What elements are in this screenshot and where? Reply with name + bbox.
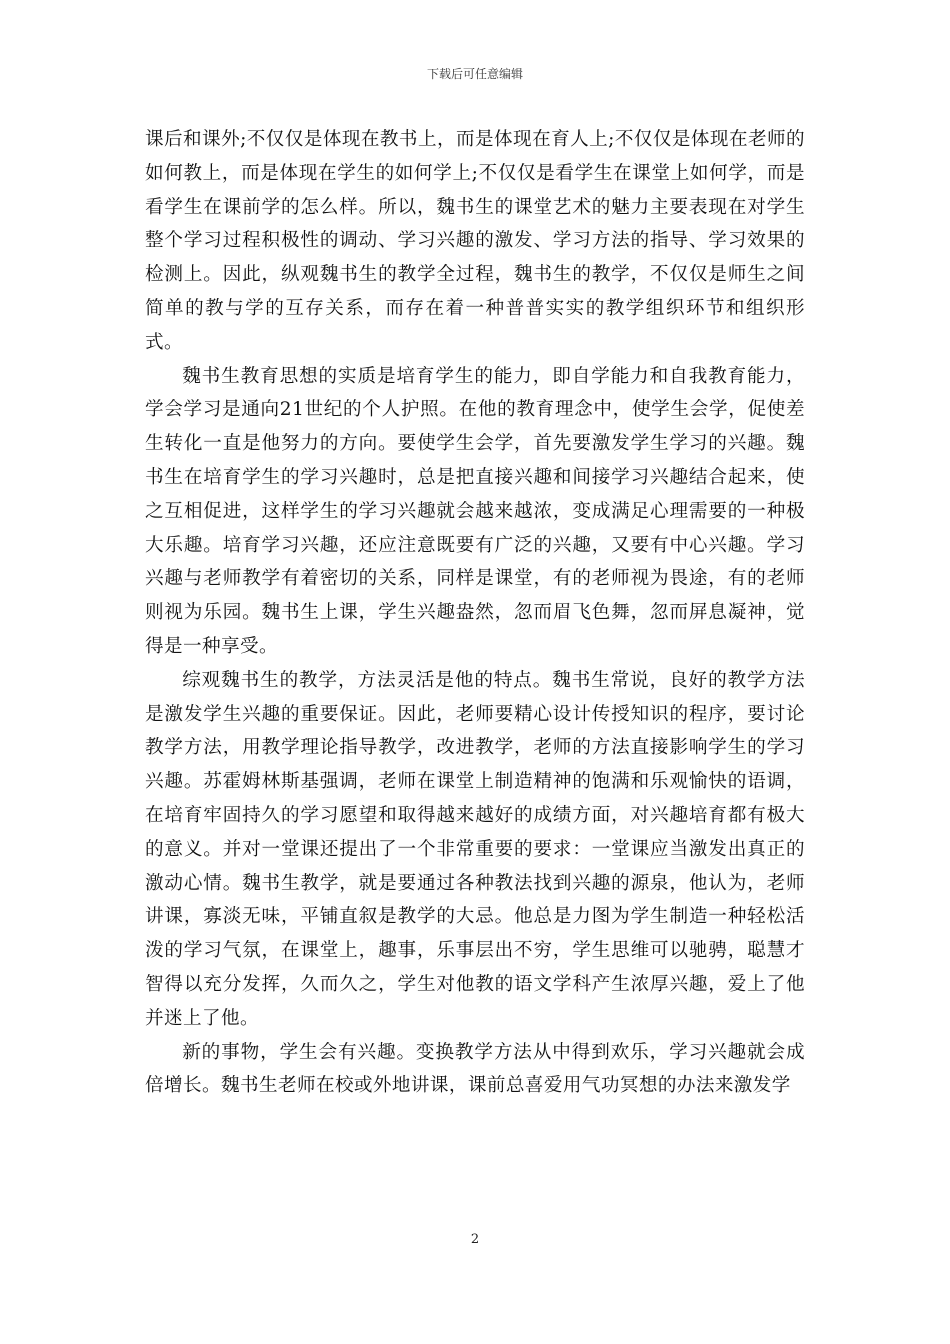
- paragraph-teaching-method: 综观魏书生的教学，方法灵活是他的特点。魏书生常说，良好的教学方法是激发学生兴趣的重要保证。因此，老师要精心设计传授知识的程序，要讨论教学方法，用教学理论指导教学，改进教学，老师的方法直接影响学生的学习兴趣。苏霍姆林斯基强调，老师在课堂上制造精神的饱满和乐观愉快的语调，在培育牢固持久的学习愿望和取得越来越好的成绩方面，对兴趣培育都有极大的意义。并对一堂课还提出了一个非常重要的要求：一堂课应当激发出真正的激动心情。魏书生教学，就是要通过各种教法找到兴趣的源泉，他认为，老师讲课，寡淡无味，平铺直叙是教学的大忌。他总是力图为学生制造一种轻松活泼的学习气氛，在课堂上，趣事，乐事层出不穷，学生思维可以驰骋，聪慧才智得以充分发挥，久而久之，学生对他教的语文学科产生浓厚兴趣，爱上了他并迷上了他。: [145, 669, 805, 1029]
- paragraph-continuation: 课后和课外;不仅仅是体现在教书上，而是体现在育人上;不仅仅是体现在老师的如何教上，而是体现在学生的如何学上;不仅仅是看学生在课堂上如何学，而是看学生在课前学的怎么样。所以，魏书生的课堂艺术的魅力主要表现在对学生整个学习过程积极性的调动、学习兴趣的激发、学习方法的指导、学习效果的检测上。因此，纵观魏书生的教学全过程，魏书生的教学，不仅仅是师生之间简单的教与学的互存关系，而存在着一种普普实实的教学组织环节和组织形式。: [145, 129, 805, 353]
- page-number: 2: [470, 1232, 480, 1247]
- paragraph-new-things: 新的事物，学生会有兴趣。变换教学方法从中得到欢乐，学习兴趣就会成倍增长。魏书生老师在校或外地讲课，课前总喜爱用气功冥想的办法来激发学: [145, 1041, 805, 1097]
- page-header: 下载后可任意编辑: [426, 67, 523, 81]
- paragraph-education-thought: 魏书生教育思想的实质是培育学生的能力，即自学能力和自我教育能力，学会学习是通向21世纪的个人护照。在他的教育理念中，使学生会学，促使差生转化一直是他努力的方向。要使学生会学，首先要激发学生学习的兴趣。魏书生在培育学生的学习兴趣时，总是把直接兴趣和间接学习兴趣结合起来，使之互相促进，这样学生的学习兴趣就会越来越浓，变成满足心理需要的一种极大乐趣。培育学习兴趣，还应注意既要有广泛的兴趣，又要有中心兴趣。学习兴趣与老师教学有着密切的关系，同样是课堂，有的老师视为畏途，有的老师则视为乐园。魏书生上课，学生兴趣盎然，忽而眉飞色舞，忽而屏息凝神，觉得是一种享受。: [145, 365, 805, 657]
- document-body: [145, 123, 805, 1103]
